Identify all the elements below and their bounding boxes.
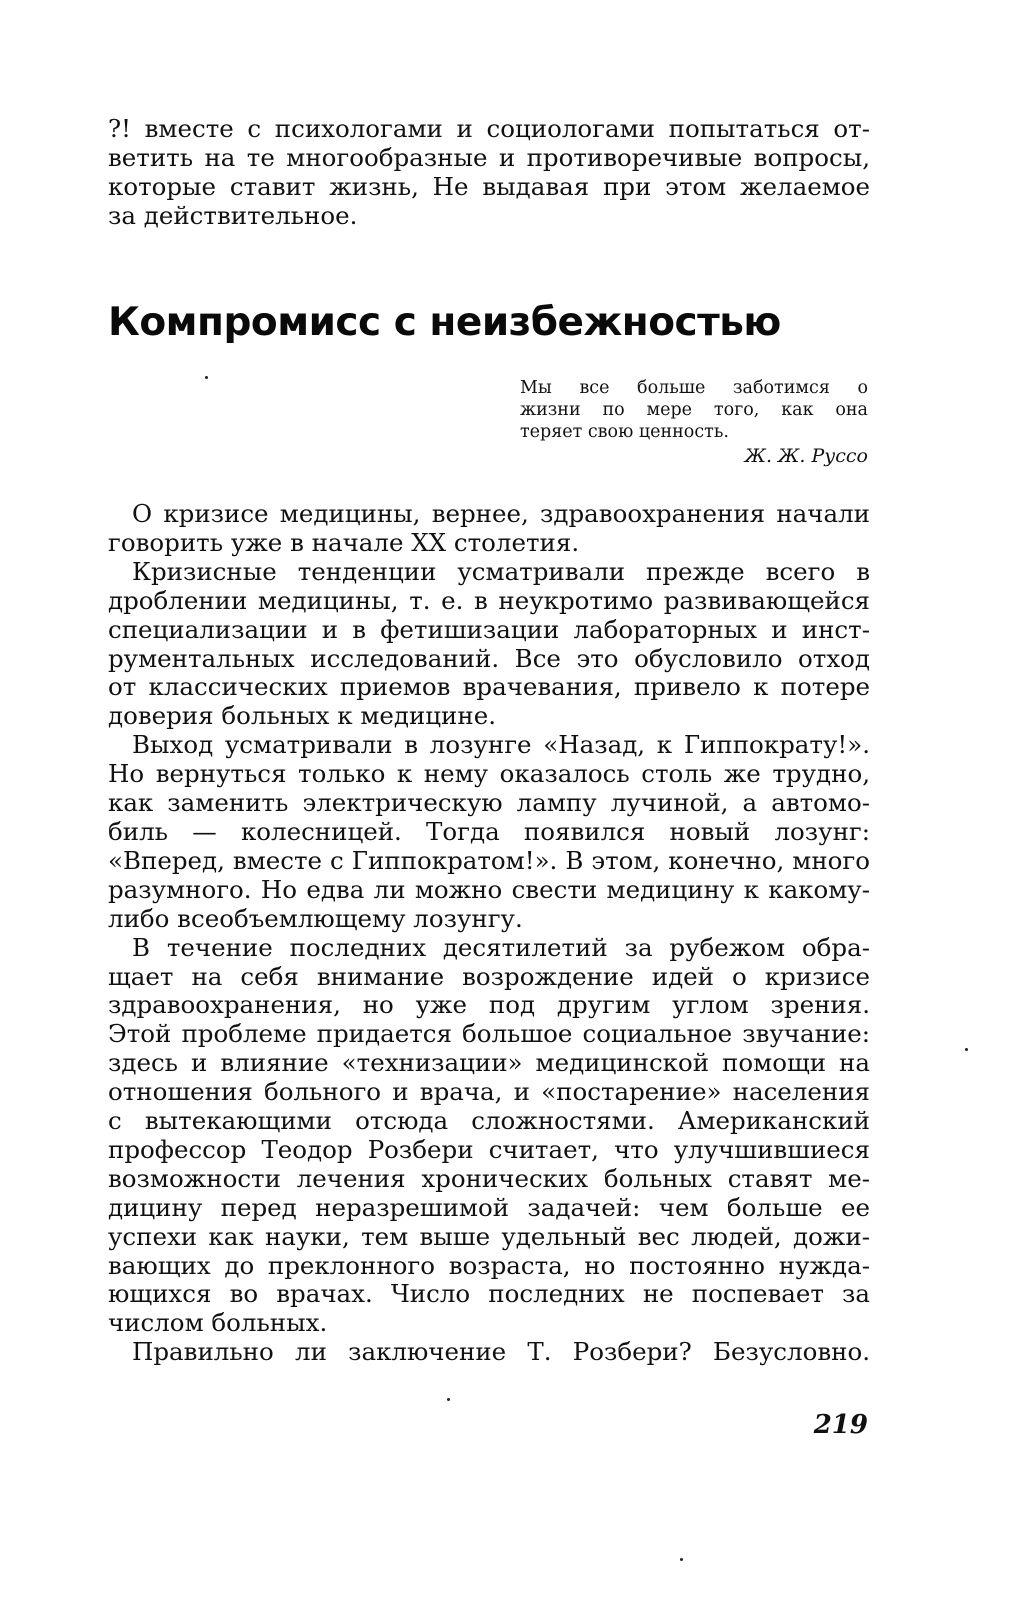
text-line: биль — колесницей. Тогда появился новый лозунг:: [108, 816, 870, 846]
text-line: здравоохранения, но уже под другим углом зрения.: [108, 990, 870, 1020]
print-speck: [965, 1048, 968, 1051]
text-line: В течение последних десятилетий за рубежом обра-: [132, 932, 870, 962]
text-line: О кризисе медицины, вернее, здравоохранения начали: [132, 499, 870, 528]
text-line: отношения больного и врача, и «постарение» населения: [108, 1077, 870, 1107]
paragraph: [108, 731, 870, 933]
text-line: рументальных исследований. Все это обусловило отход: [108, 643, 870, 673]
text-line: ?! вместе с психологами и социологами попытаться от-: [108, 114, 870, 143]
intro-paragraph: [108, 114, 870, 230]
paragraph: [108, 1338, 870, 1367]
body-text: [108, 500, 870, 1367]
text-line: Выход усматривали в лозунге «Назад, к Гиппократу!».: [132, 730, 870, 760]
text-line: с вытекающими отсюда сложностями. Американский: [108, 1106, 870, 1136]
text-line: Но вернуться только к нему оказалось столь же трудно,: [108, 759, 870, 789]
epigraph-line: жизни по мере того, как она: [520, 400, 868, 420]
print-speck: [447, 1398, 450, 1401]
text-line: Правильно ли заключение Т. Розбери? Безусловно.: [132, 1337, 870, 1367]
text-line: говорить уже в начале XX столетия.: [108, 527, 580, 557]
text-line: ветить на те многообразные и противоречивые вопросы,: [108, 143, 870, 172]
text-line: возможности лечения хронических больных ставят ме-: [108, 1163, 870, 1193]
text-line: дицину перед неразрешимой задачей: чем больше ее: [108, 1192, 870, 1222]
section-heading: Компромисс с неизбежностью: [108, 300, 781, 345]
text-line: дроблении медицины, т. е. в неукротимо развивающейся: [108, 585, 870, 615]
text-line: разумного. Но едва ли можно свести медицину к какому-: [108, 874, 870, 904]
text-line: профессор Теодор Розбери считает, что улучшившиеся: [108, 1134, 870, 1164]
text-line: Этой проблеме придается большое социальное звучание:: [108, 1019, 870, 1049]
print-speck: [205, 376, 208, 379]
epigraph-line: Мы все больше заботимся о: [520, 378, 868, 398]
page-number: 219: [813, 1410, 868, 1440]
text-line: Кризисные тенденции усматривали прежде всего в: [132, 556, 870, 586]
epigraph: [520, 377, 868, 467]
text-line: как заменить электрическую лампу лучиной, а автомо-: [108, 788, 870, 818]
print-speck: [680, 1558, 683, 1561]
paragraph: [108, 934, 870, 1339]
text-line: либо всеобъемлющему лозунгу.: [108, 903, 523, 933]
text-line: здесь и влияние «технизации» медицинской помощи на: [108, 1048, 870, 1078]
epigraph-author: Ж. Ж. Руссо: [744, 445, 868, 467]
text-line: щает на себя внимание возрождение идей о кризисе: [108, 961, 870, 991]
text-line: числом больных.: [108, 1308, 328, 1338]
text-line: вающих до преклонного возраста, но постоянно нужда-: [108, 1250, 870, 1280]
text-line: успехи как науки, тем выше удельный вес людей, дожи-: [108, 1221, 870, 1251]
text-line: за действительное.: [108, 201, 358, 230]
text-line: которые ставит жизнь, Не выдавая при этом желаемое: [108, 172, 870, 201]
text-line: специализации и в фетишизации лабораторных и инст-: [108, 614, 870, 644]
paragraph: [108, 558, 870, 731]
text-line: от классических приемов врачевания, привело к потере: [108, 672, 870, 702]
text-line: ющихся во врачах. Число последних не поспевает за: [108, 1279, 870, 1309]
text-line: «Вперед, вместе с Гиппократом!». В этом, конечно, много: [108, 845, 870, 875]
epigraph-line: теряет свою ценность.: [520, 422, 729, 442]
paragraph: [108, 500, 870, 558]
text-line: доверия больных к медицине.: [108, 701, 496, 731]
